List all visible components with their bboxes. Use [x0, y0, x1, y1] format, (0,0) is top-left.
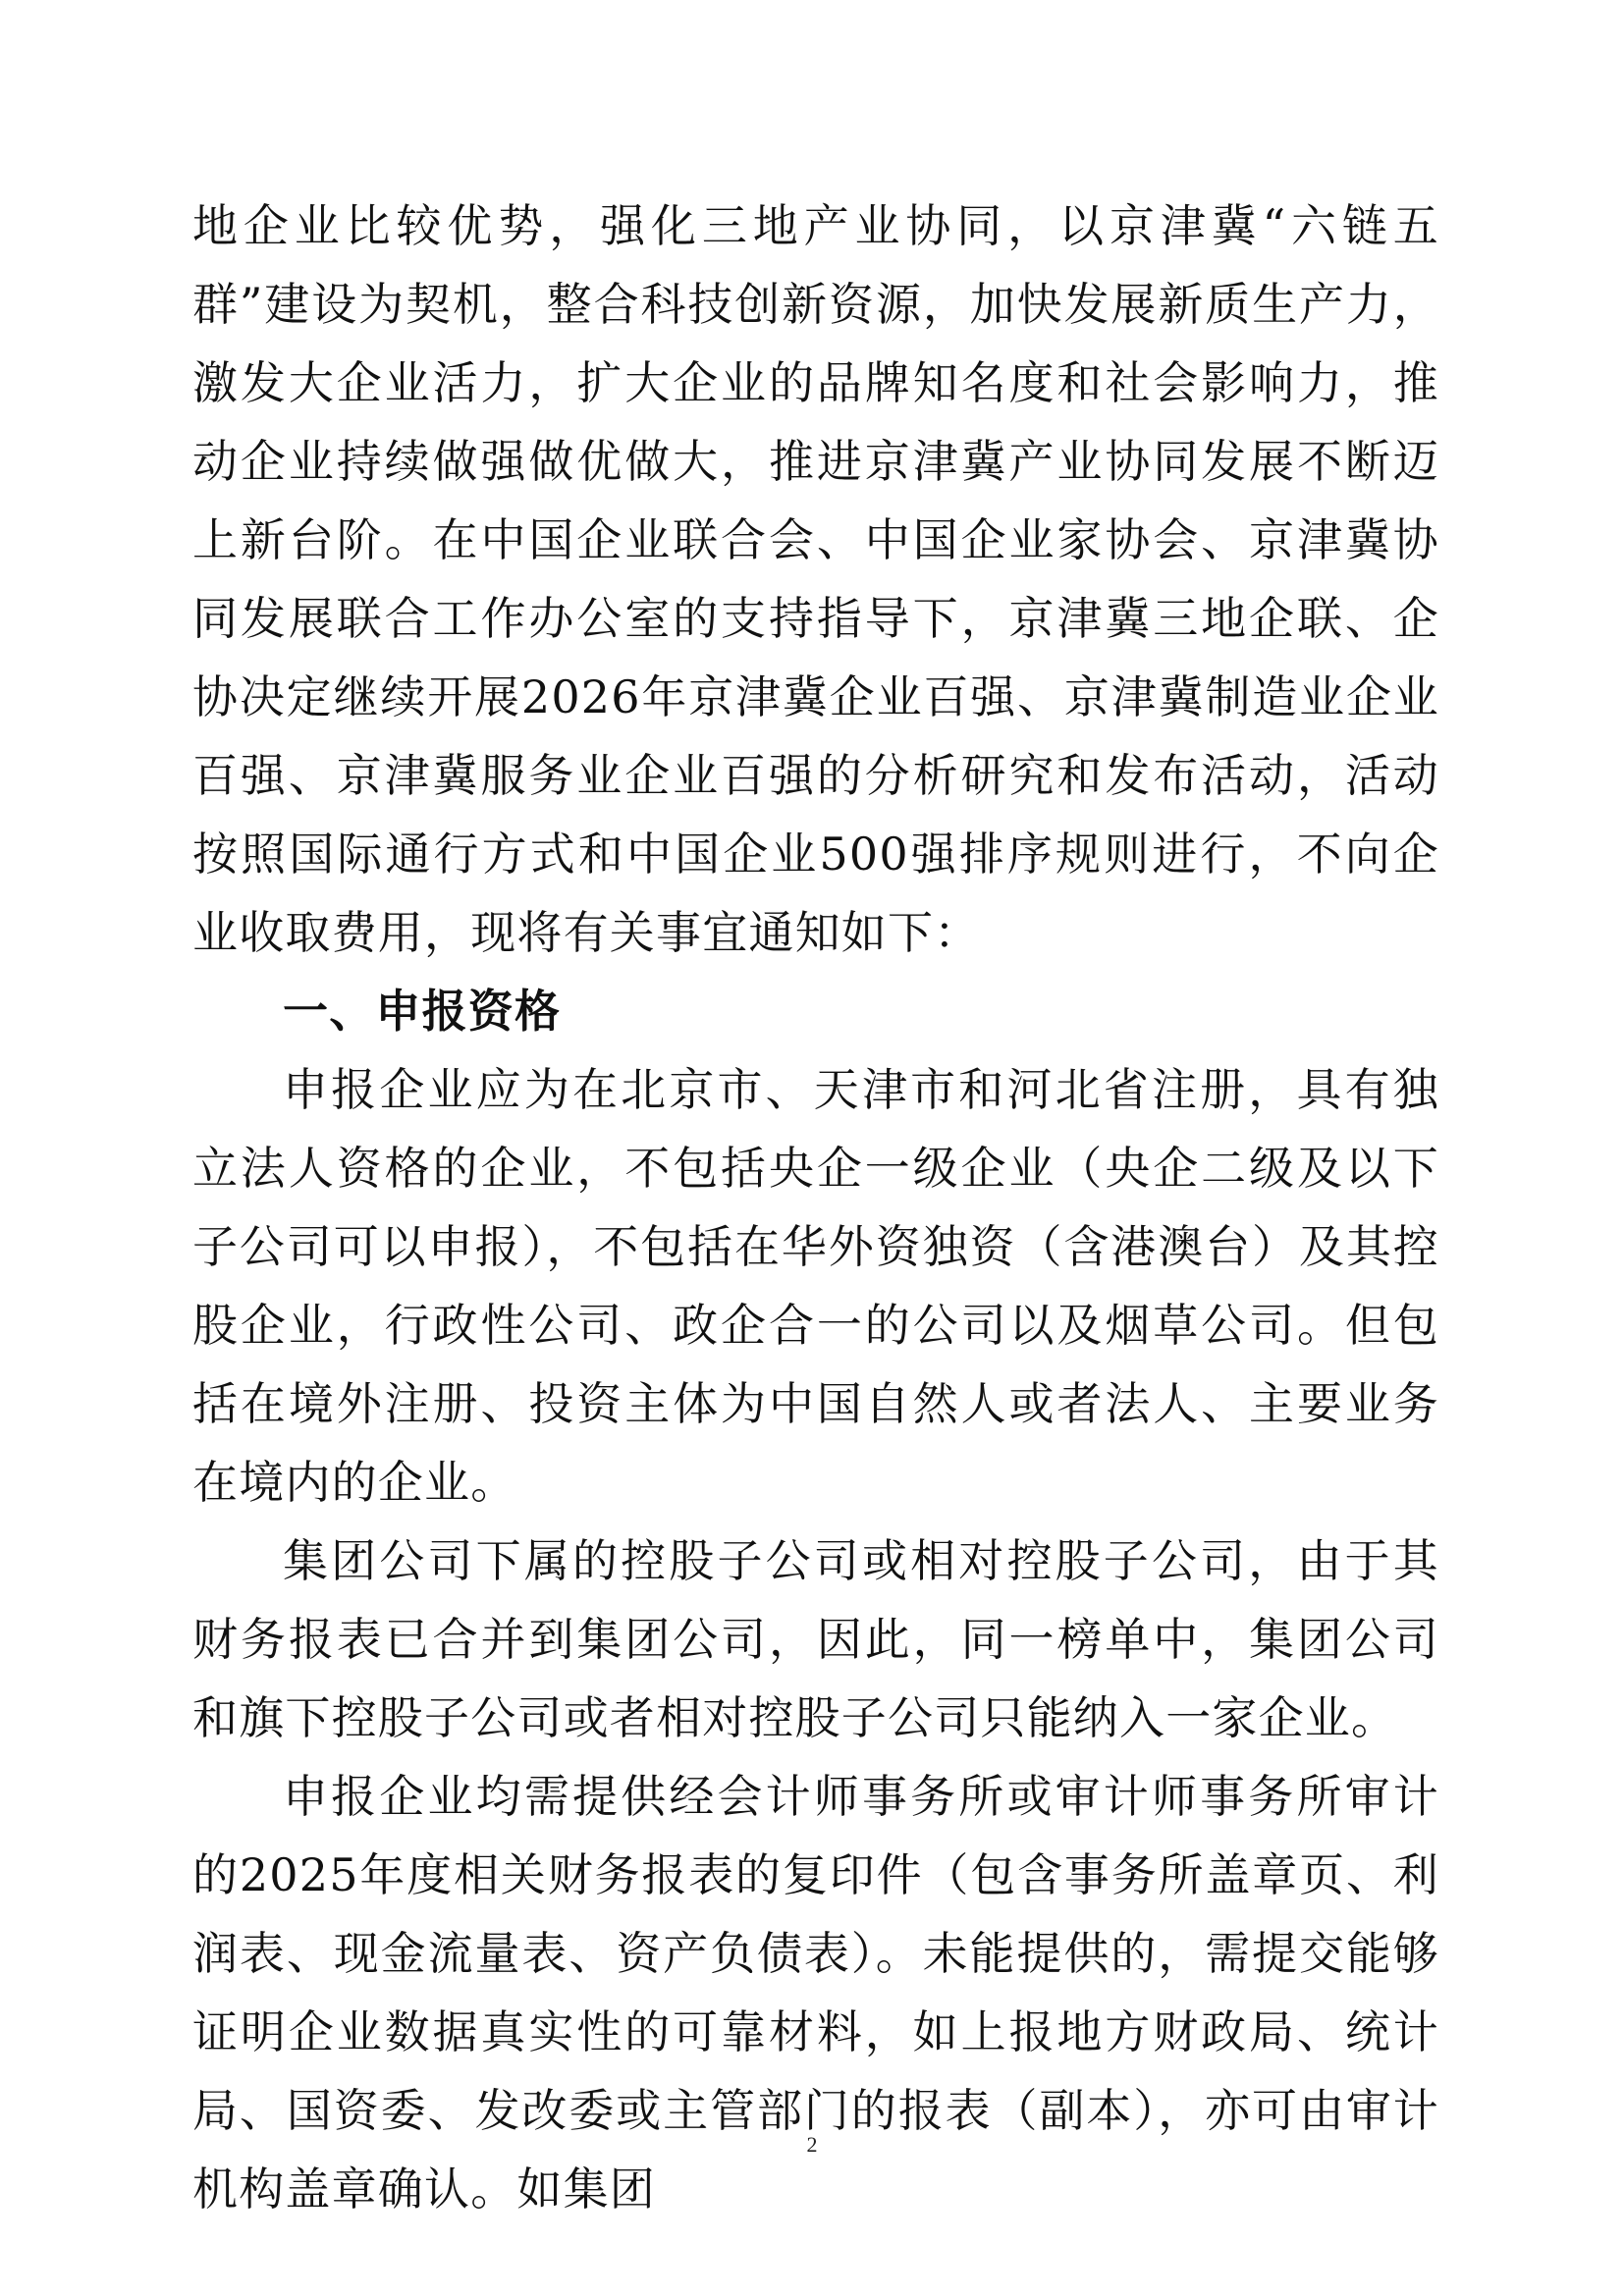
paragraph-eligibility-scope: 申报企业应为在北京市、天津市和河北省注册，具有独立法人资格的企业，不包括央企一级企业（央企二级及以下子公司可以申报），不包括在华外资独资（含港澳台）及其控股企业，行政性公司、政企合一的公司以及烟草公司。但包括在境外注册、投资主体为中国自然人或者法人、主要业务在境内的企业。 — [192, 1063, 1439, 1509]
section-heading-application-eligibility: 一、申报资格 — [283, 985, 562, 1038]
page-number: 2 — [806, 2132, 818, 2157]
paragraph-subsidiary-rule: 集团公司下属的控股子公司或相对控股子公司，由于其财务报表已合并到集团公司，因此，同一榜单中，集团公司和旗下控股子公司或者相对控股子公司只能纳入一家企业。 — [192, 1534, 1439, 1744]
paragraph-financial-statements: 申报企业均需提供经会计师事务所或审计师事务所审计的2025年度相关财务报表的复印件（包含事务所盖章页、利润表、现金流量表、资产负债表）。未能提供的，需提交能够证明企业数据真实性的可靠材料，如上报地方财政局、统计局、国资委、发改委或主管部门的报表（副本），亦可由审计机构盖章确认。如集团 — [192, 1770, 1439, 2216]
paragraph-continuation: 地企业比较优势，强化三地产业协同，以京津冀“六链五群”建设为契机，整合科技创新资源，加快发展新质生产力，激发大企业活力，扩大企业的品牌知名度和社会影响力，推动企业持续做强做优做大，推进京津冀产业协同发展不断迈上新台阶。在中国企业联合会、中国企业家协会、京津冀协同发展联合工作办公室的支持指导下，京津冀三地企联、企协决定继续开展2026年京津冀企业百强、京津冀制造业企业百强、京津冀服务业企业百强的分析研究和发布活动，活动按照国际通行方式和中国企业500强排序规则进行，不向企业收取费用，现将有关事宜通知如下： — [192, 199, 1439, 959]
document-body — [192, 187, 1439, 2228]
